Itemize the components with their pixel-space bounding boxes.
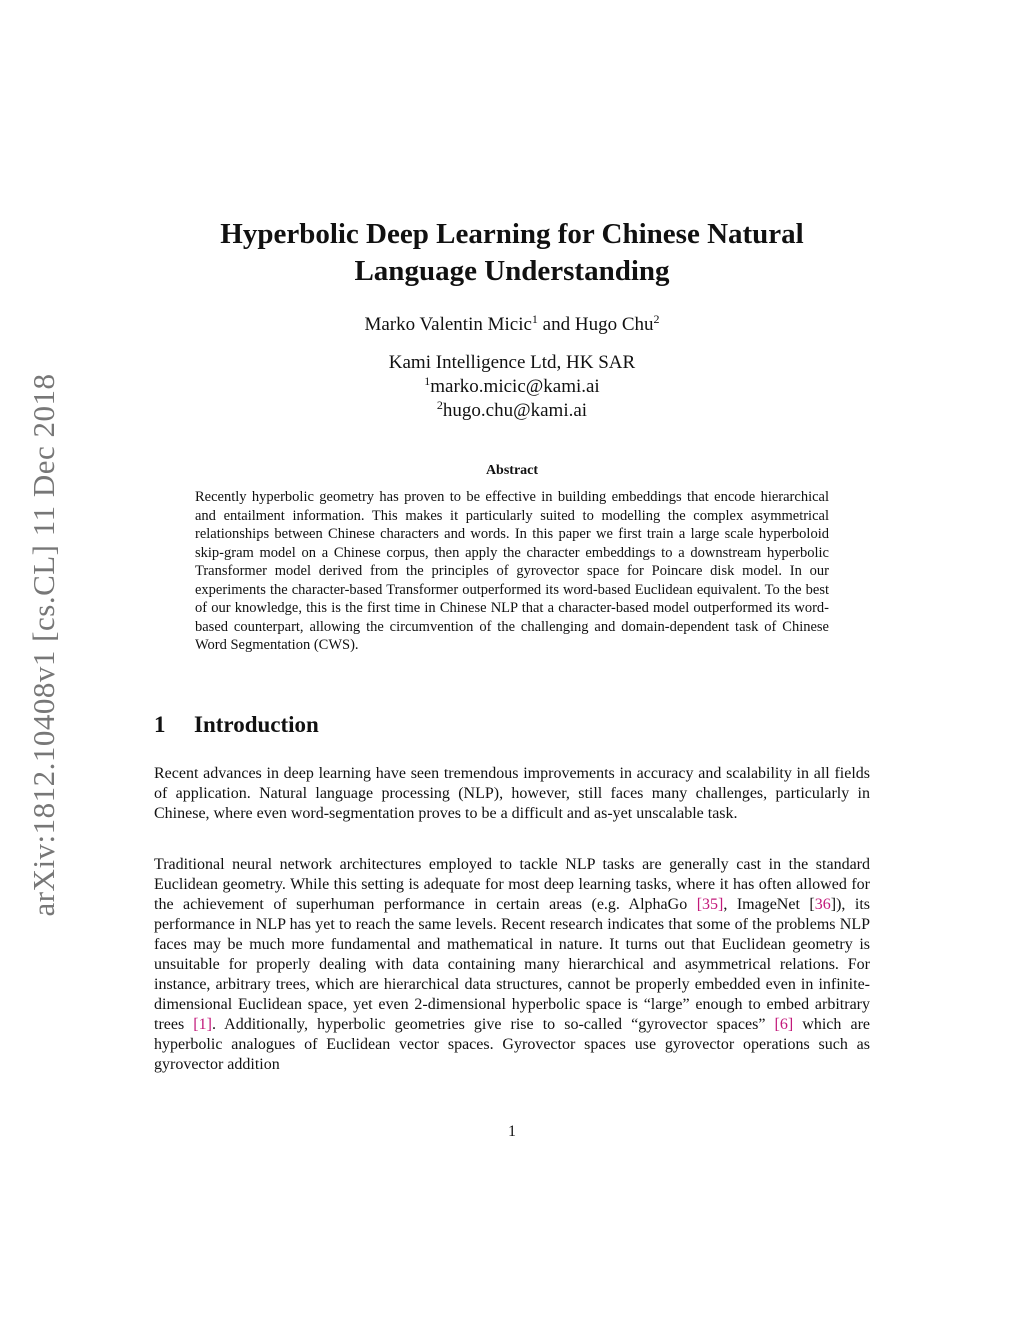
citation-36[interactable]: 36 <box>814 896 831 913</box>
title-line-1: Hyperbolic Deep Learning for Chinese Natural <box>220 218 804 250</box>
abstract-text: Recently hyperbolic geometry has proven to be effective in building embeddings that encode hierarchical and entailment information. This makes it particularly suited to modelling the complex asymmetrical relationships between Chinese characters and words. In this paper we first train a large scale hyperboloid skip-gram model on a Chinese corpus, then apply the character embeddings to a downstream hyperbolic Transformer model derived from the principles of gyrovector space for Poincare disk model. In our experiments the character-based Transformer outperformed its word-based Euclidean equivalent. To the best of our knowledge, this is the first time in Chinese NLP that a character-based model outperformed its word-based counterpart, allowing the circumvention of the challenging and domain-dependent task of Chinese Word Segmentation (CWS). <box>195 489 829 653</box>
title-line-2: Language Understanding <box>354 255 670 287</box>
section-number: 1 <box>154 712 166 737</box>
author-conjunction: and <box>537 314 575 335</box>
citation-35[interactable]: [35] <box>696 896 724 913</box>
section-heading <box>154 712 319 738</box>
email-2-line <box>0 399 1024 423</box>
abstract-heading: Abstract <box>485 463 539 478</box>
intro-paragraph-1: Recent advances in deep learning have seen tremendous improvements in accuracy and scalability in all fields of application. Natural language processing (NLP), however, still faces many challenges, particularly in Chinese, where even word-segmentation proves to be a difficult and as-yet unscalable task. <box>154 765 870 822</box>
para2-text-a: Traditional neural network architectures employed to tackle NLP tasks are generally cast in the standard Euclidean geometry. While this setting is adequate for most deep learning tasks, where it has often allowed for the achievement of superhuman performance in certain areas (e.g. AlphaGo <box>154 856 870 913</box>
author-1-affil-marker: 1 <box>531 312 538 326</box>
email-1-marker: 1 <box>424 374 431 388</box>
author-2-affil-marker: 2 <box>653 312 660 326</box>
paper-title <box>0 216 1024 290</box>
affiliation-block <box>0 351 1024 423</box>
para2-text-b: , ImageNet [ <box>723 896 815 913</box>
citation-6[interactable]: [6] <box>774 1016 794 1033</box>
email-2-marker: 2 <box>436 398 443 412</box>
page-number: 1 <box>508 1123 516 1140</box>
author-2-name: Hugo Chu <box>574 314 654 335</box>
email-1-line <box>0 375 1024 399</box>
para2-text-d: . Additionally, hyperbolic geometries give rise to so-called “gyrovector spaces” <box>211 1016 775 1033</box>
intro-paragraph-2 <box>154 855 870 1075</box>
email-2: hugo.chu@kami.ai <box>442 400 588 421</box>
author-list <box>0 313 1024 337</box>
citation-1[interactable]: [1] <box>193 1016 212 1033</box>
para2-text-c: ]), its performance in NLP has yet to reach the same levels. Recent research indicates that some of the problems NLP faces may be much more fundamental and mathematical in nature. It turns out that Euclidean geometry is unsuitable for properly dealing with data containing many hierarchical and asymmetrical relations. For instance, arbitrary trees, which are hierarchical data structures, cannot be properly embedded even in infinite-dimensional Euclidean space, yet even 2-dimensional hyperbolic space is “large” enough to embed arbitrary trees <box>154 896 870 1033</box>
affiliation: Kami Intelligence Ltd, HK SAR <box>388 352 636 373</box>
author-1-name: Marko Valentin Micic <box>364 314 532 335</box>
email-1: marko.micic@kami.ai <box>430 376 600 397</box>
para2-text-e: which are hyperbolic analogues of Euclidean vector spaces. Gyrovector spaces use gyrovector operations such as gyrovector addition <box>154 1016 870 1073</box>
section-title: Introduction <box>194 712 319 737</box>
arxiv-identifier: arXiv:1812.10408v1 [cs.CL] 11 Dec 2018 <box>26 373 61 917</box>
